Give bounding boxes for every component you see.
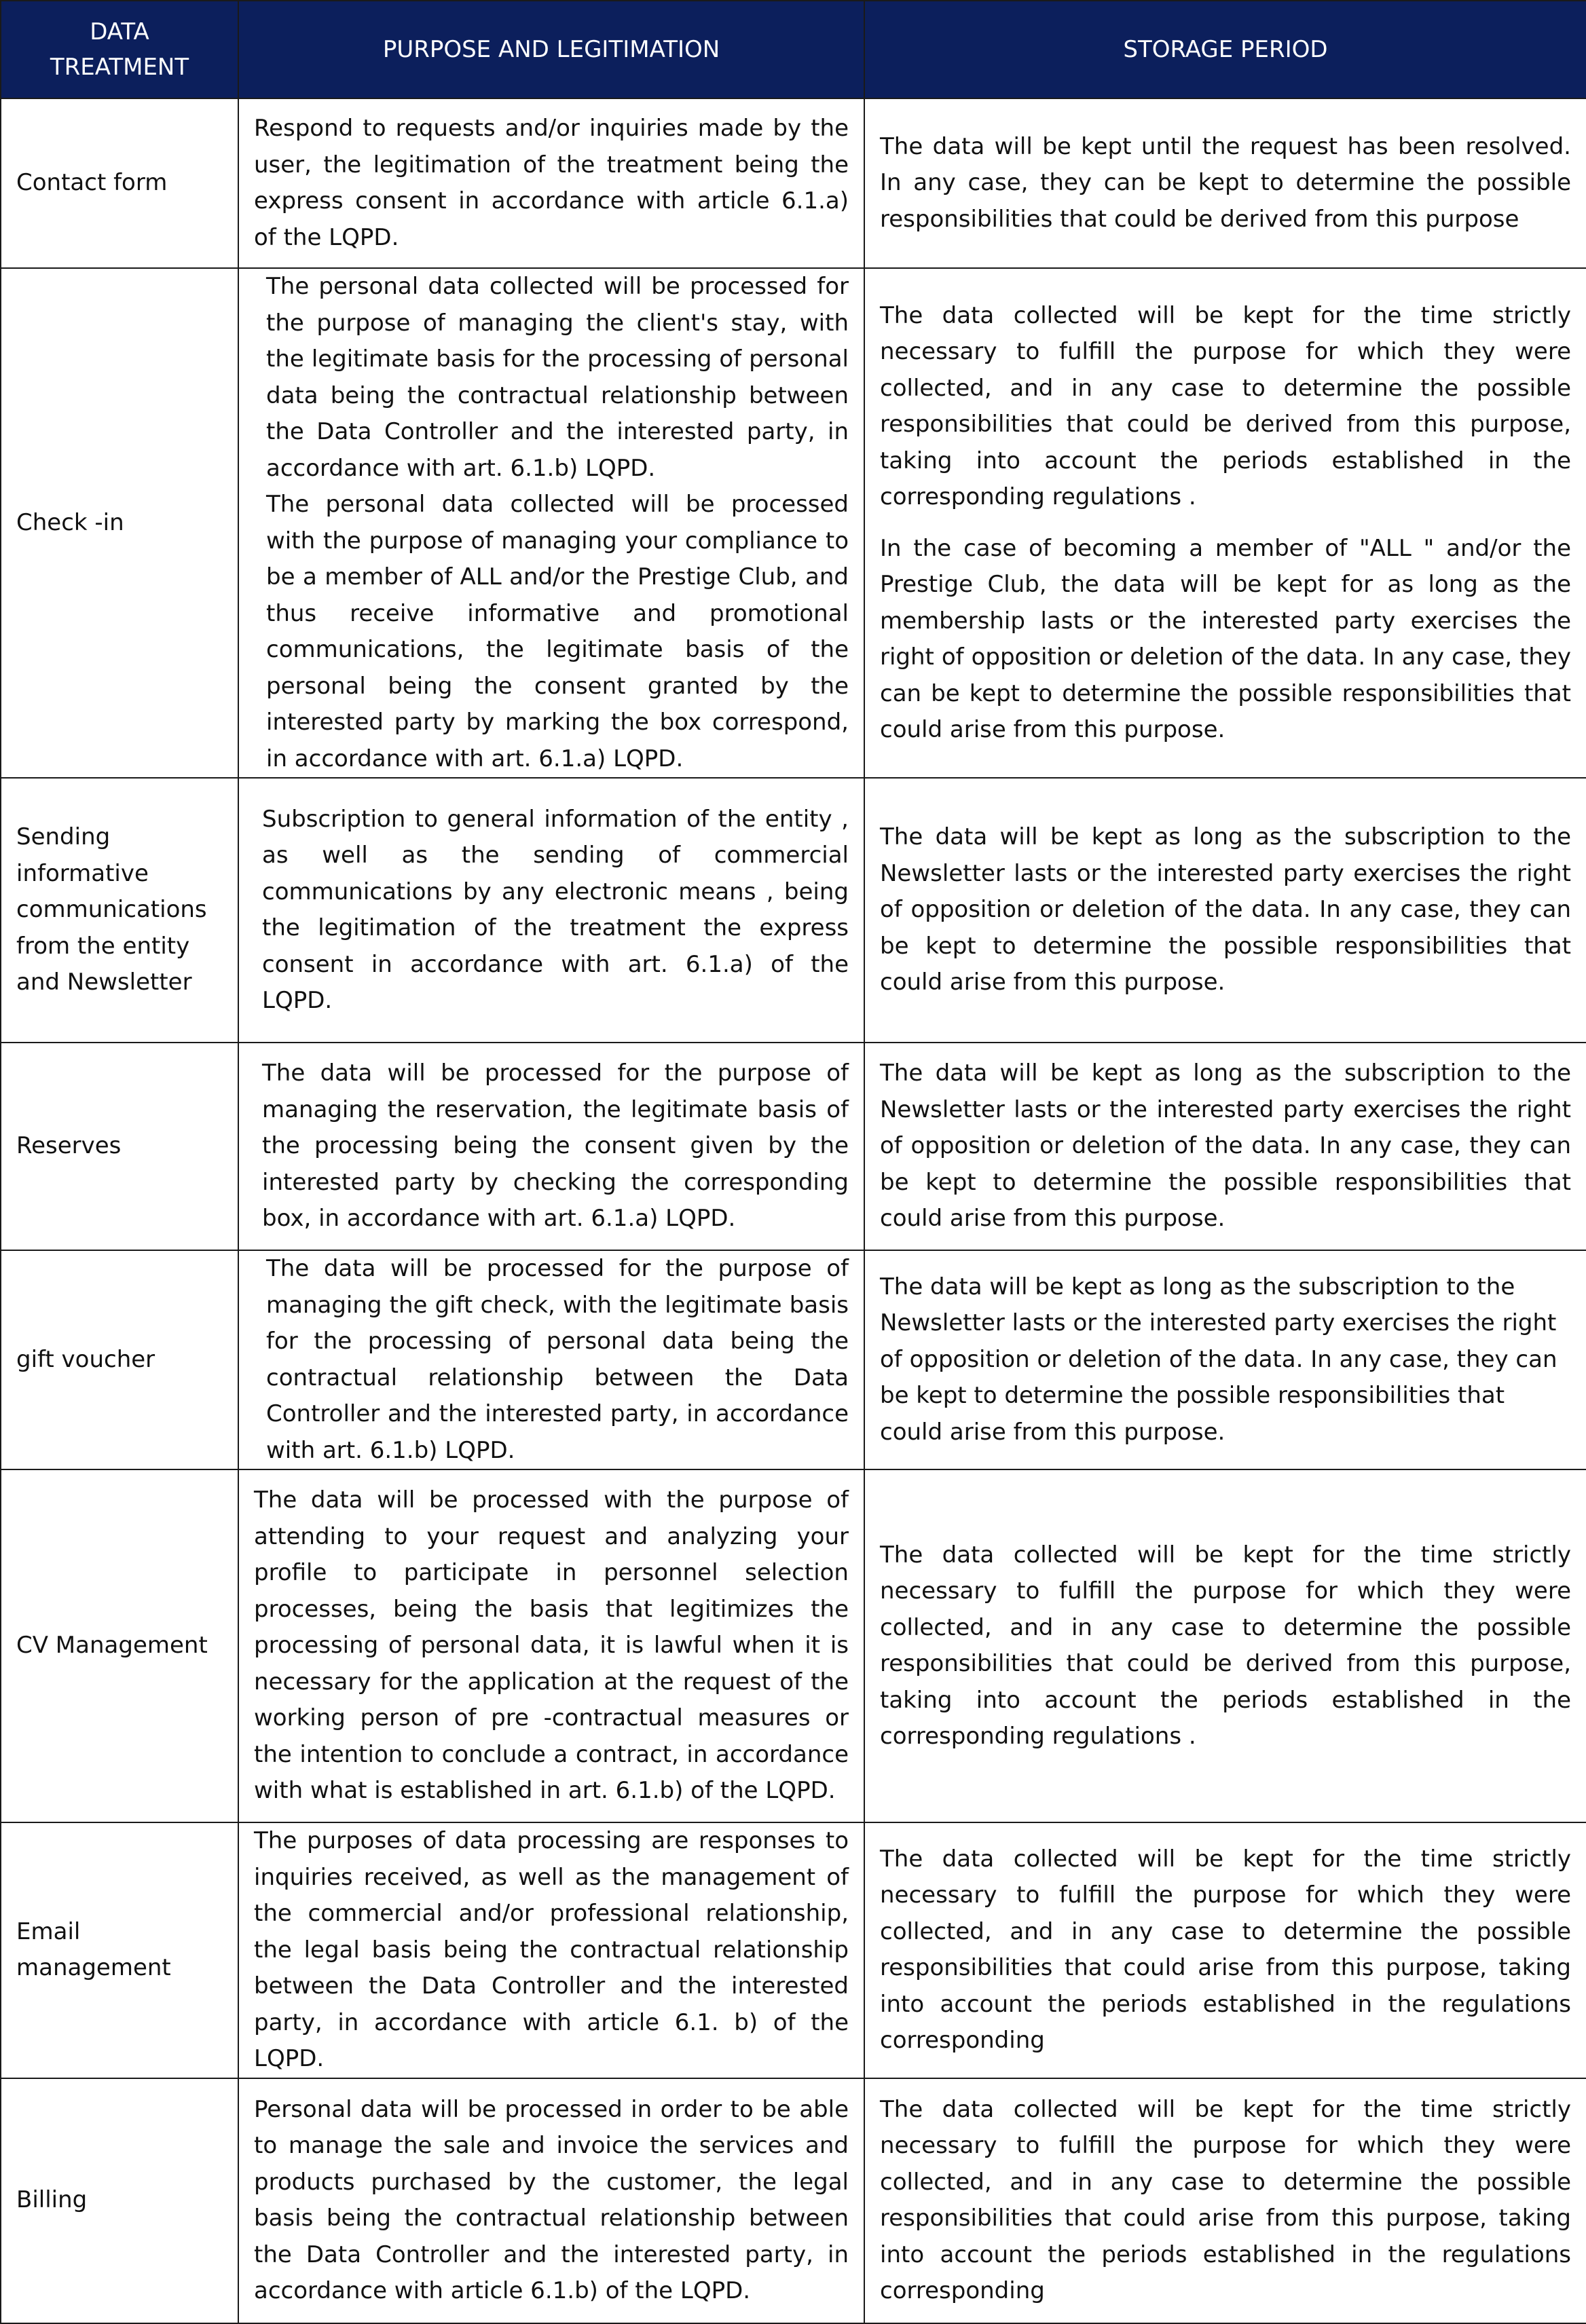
storage-cell: The data will be kept as long as the subscription to the Newsletter lasts or the interested party exercises the right of opposition or deletion of the data. In any case, they can be kept to determine the possible responsibilities that could arise from this purpose. [864, 1250, 1586, 1469]
purpose-cell: Subscription to general information of the entity , as well as the sending of commercial communications by any electronic means , being the legitimation of the treatment the express consent in accordance with art. 6.1.a) of the LQPD. [238, 778, 864, 1043]
table-row [1, 2078, 1586, 2323]
purpose-cell: The data will be processed for the purpose of managing the gift check, with the legitimate basis for the processing of personal data being the contractual relationship between the Data Controller and the interested party, in accordance with art. 6.1.b) LQPD. [238, 1250, 864, 1469]
table-row [1, 1250, 1586, 1469]
treatment-cell: Contact form [1, 98, 238, 268]
table-header-row [1, 1, 1586, 98]
treatment-cell: CV Management [1, 1469, 238, 1822]
table-row [1, 268, 1586, 778]
storage-cell: The data collected will be kept for the time strictly necessary to fulfill the purpose for which they were collected, and in any case to determine the possible responsibilities that could be derived from this purpose, taking into account the periods established in the corresponding regulations . In the case of becoming a member of "ALL " and/or the Prestige Club, the data will be kept for as long as the membership lasts or the interested party exercises the right of opposition or deletion of the data. In any case, they can be kept to determine the possible responsibilities that could arise from this purpose. [864, 268, 1586, 778]
table-row [1, 98, 1586, 268]
table-row [1, 1822, 1586, 2078]
treatment-cell: Email management [1, 1822, 238, 2078]
header-storage-period: STORAGE PERIOD [864, 1, 1586, 98]
table-row [1, 778, 1586, 1043]
treatment-cell: Sending informative communications from the entity and Newsletter [1, 778, 238, 1043]
purpose-cell: Respond to requests and/or inquiries made by the user, the legitimation of the treatment being the express consent in accordance with article 6.1.a) of the LQPD. [238, 98, 864, 268]
storage-cell: The data collected will be kept for the time strictly necessary to fulfill the purpose for which they were collected, and in any case to determine the possible responsibilities that could arise from this purpose, taking into account the periods established in the regulations corresponding [864, 1822, 1586, 2078]
storage-cell: The data will be kept until the request has been resolved. In any case, they can be kept to determine the possible responsibilities that could be derived from this purpose [864, 98, 1586, 268]
storage-cell: The data will be kept as long as the subscription to the Newsletter lasts or the interested party exercises the right of opposition or deletion of the data. In any case, they can be kept to determine the possible responsibilities that could arise from this purpose. [864, 1043, 1586, 1250]
treatment-cell: Reserves [1, 1043, 238, 1250]
table-row [1, 1043, 1586, 1250]
purpose-cell: The personal data collected will be processed for the purpose of managing the client's stay, with the legitimate basis for the processing of personal data being the contractual relationship between the Data Controller and the interested party, in accordance with art. 6.1.b) LQPD. The personal data collected will be processed with the purpose of managing your compliance to be a member of ALL and/or the Prestige Club, and thus receive informative and promotional communications, the legitimate basis of the personal being the consent granted by the interested party by marking the box correspond, in accordance with art. 6.1.a) LQPD. [238, 268, 864, 778]
purpose-cell: The data will be processed for the purpose of managing the reservation, the legitimate basis of the processing being the consent given by the interested party by checking the corresponding box, in accordance with art. 6.1.a) LQPD. [238, 1043, 864, 1250]
purpose-cell: The purposes of data processing are responses to inquiries received, as well as the management of the commercial and/or professional relationship, the legal basis being the contractual relationship between the Data Controller and the interested party, in accordance with article 6.1. b) of the LQPD. [238, 1822, 864, 2078]
storage-cell: The data collected will be kept for the time strictly necessary to fulfill the purpose for which they were collected, and in any case to determine the possible responsibilities that could arise from this purpose, taking into account the periods established in the regulations corresponding [864, 2078, 1586, 2323]
storage-cell: The data will be kept as long as the subscription to the Newsletter lasts or the interested party exercises the right of opposition or deletion of the data. In any case, they can be kept to determine the possible responsibilities that could arise from this purpose. [864, 778, 1586, 1043]
treatment-cell: Billing [1, 2078, 238, 2323]
purpose-cell: The data will be processed with the purpose of attending to your request and analyzing your profile to participate in personnel selection processes, being the basis that legitimizes the processing of personal data, it is lawful when it is necessary for the application at the request of the working person of pre -contractual measures or the intention to conclude a contract, in accordance with what is established in art. 6.1.b) of the LQPD. [238, 1469, 864, 1822]
purpose-cell: Personal data will be processed in order to be able to manage the sale and invoice the services and products purchased by the customer, the legal basis being the contractual relationship between the Data Controller and the interested party, in accordance with article 6.1.b) of the LQPD. [238, 2078, 864, 2323]
table-row [1, 1469, 1586, 1822]
storage-cell: The data collected will be kept for the time strictly necessary to fulfill the purpose for which they were collected, and in any case to determine the possible responsibilities that could be derived from this purpose, taking into account the periods established in the corresponding regulations . [864, 1469, 1586, 1822]
treatment-cell: Check -in [1, 268, 238, 778]
treatment-cell: gift voucher [1, 1250, 238, 1469]
header-purpose-legitimation: PURPOSE AND LEGITIMATION [238, 1, 864, 98]
header-data-treatment: DATA TREATMENT [1, 1, 238, 98]
